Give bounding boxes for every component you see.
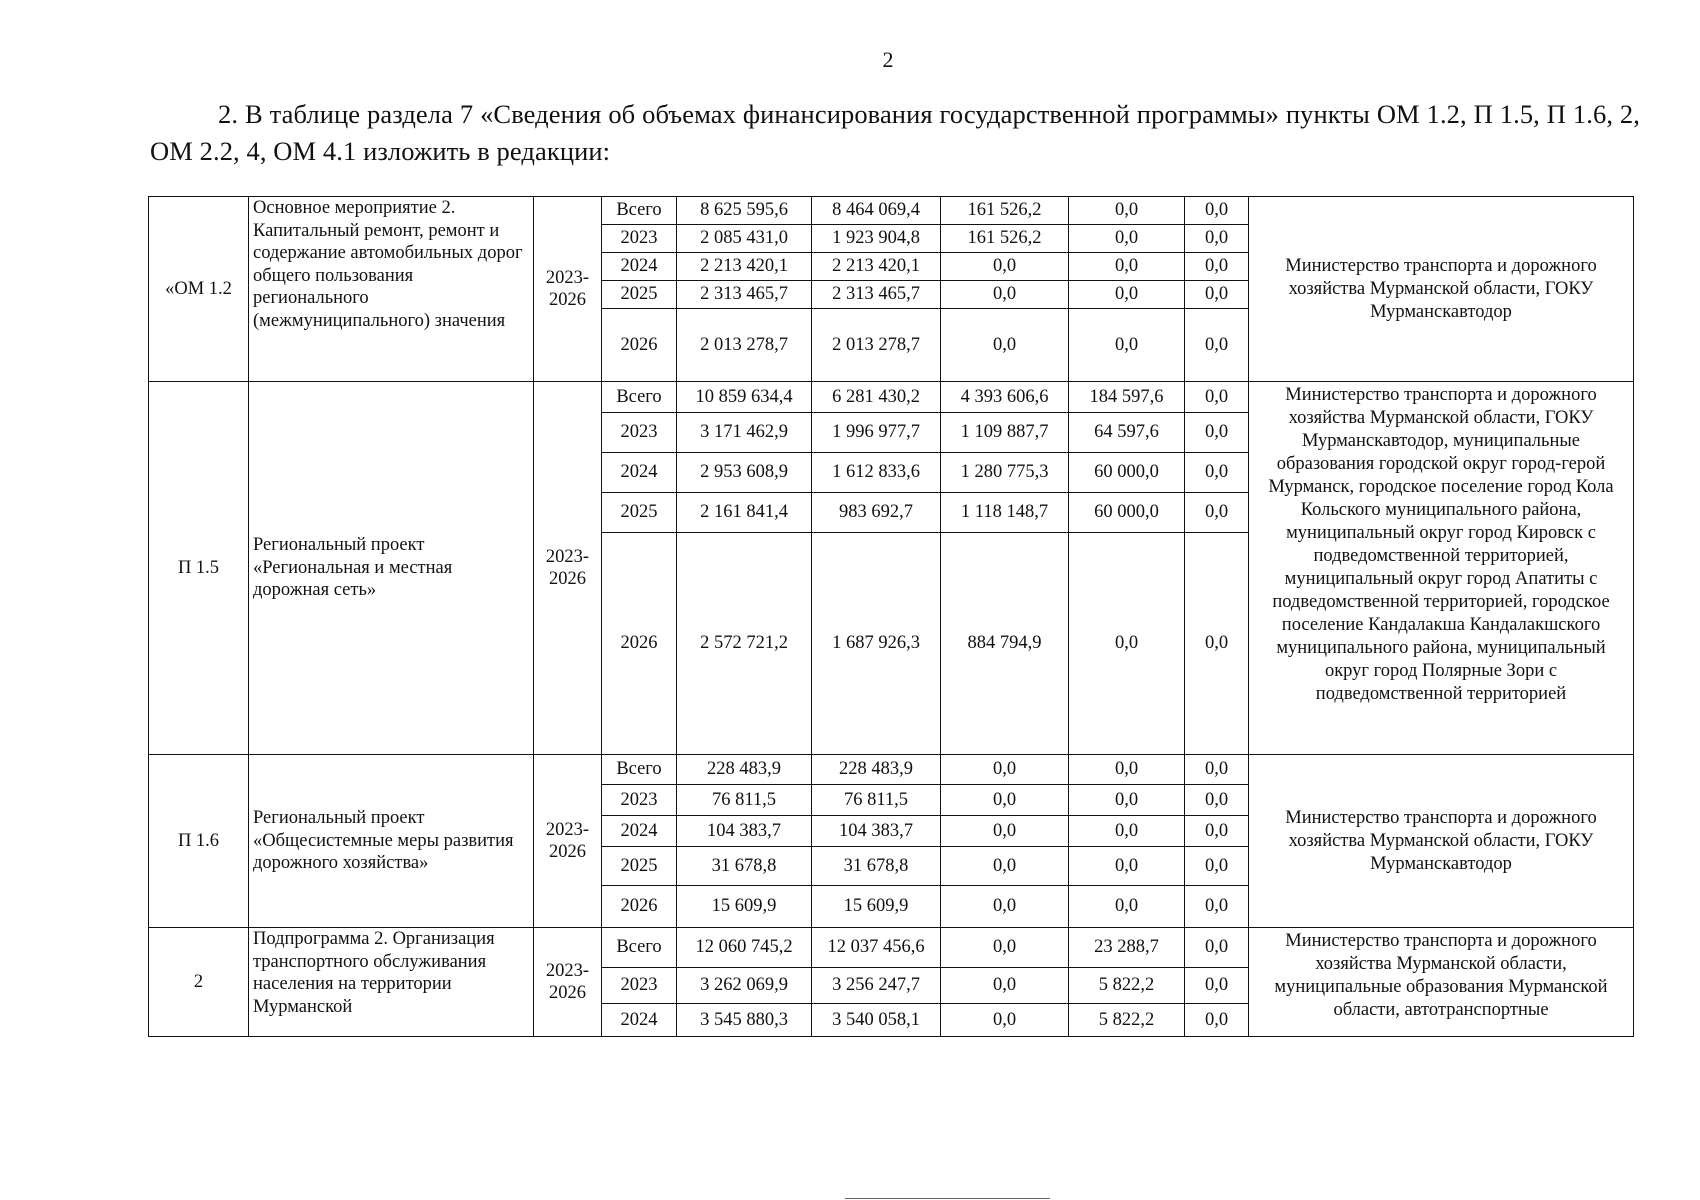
value-other: 0,0 <box>1185 453 1249 493</box>
item-name: Региональный проект «Общесистемные меры развития дорожного хозяйства» <box>249 755 534 928</box>
value-federal: 1 280 775,3 <box>941 453 1069 493</box>
bottom-divider <box>845 1198 1050 1199</box>
item-responsible: Министерство транспорта и дорожного хозяйства Мурманской области, ГОКУ Мурманскавтодор <box>1249 755 1634 928</box>
table-row <box>149 928 1634 968</box>
value-federal: 1 118 148,7 <box>941 493 1069 533</box>
year-cell: 2024 <box>602 816 677 847</box>
table-row <box>149 755 1634 785</box>
item-responsible: Министерство транспорта и дорожного хозяйства Мурманской области, муниципальные образования Мурманской области, автотранспортные <box>1249 928 1634 1037</box>
year-cell: 2025 <box>602 281 677 309</box>
year-cell: 2026 <box>602 309 677 382</box>
value-federal: 0,0 <box>941 309 1069 382</box>
value-other: 0,0 <box>1185 1004 1249 1037</box>
value-local: 60 000,0 <box>1069 453 1185 493</box>
value-total: 2 085 431,0 <box>677 225 812 253</box>
value-federal: 0,0 <box>941 886 1069 928</box>
year-cell: 2024 <box>602 453 677 493</box>
value-federal: 0,0 <box>941 816 1069 847</box>
value-federal: 4 393 606,6 <box>941 382 1069 413</box>
value-other: 0,0 <box>1185 413 1249 453</box>
value-total: 3 262 069,9 <box>677 968 812 1004</box>
value-regional: 6 281 430,2 <box>812 382 941 413</box>
value-other: 0,0 <box>1185 847 1249 886</box>
year-cell: Всего <box>602 382 677 413</box>
value-total: 2 013 278,7 <box>677 309 812 382</box>
value-regional: 104 383,7 <box>812 816 941 847</box>
financing-table <box>148 196 1634 1037</box>
year-cell: Всего <box>602 197 677 225</box>
value-other: 0,0 <box>1185 309 1249 382</box>
value-federal: 0,0 <box>941 1004 1069 1037</box>
value-other: 0,0 <box>1185 816 1249 847</box>
year-cell: 2023 <box>602 225 677 253</box>
value-total: 15 609,9 <box>677 886 812 928</box>
value-other: 0,0 <box>1185 928 1249 968</box>
item-code: 2 <box>149 928 249 1037</box>
value-federal: 884 794,9 <box>941 533 1069 755</box>
item-code: П 1.5 <box>149 382 249 755</box>
value-federal: 0,0 <box>941 281 1069 309</box>
value-total: 8 625 595,6 <box>677 197 812 225</box>
value-federal: 0,0 <box>941 785 1069 816</box>
value-local: 23 288,7 <box>1069 928 1185 968</box>
value-regional: 2 213 420,1 <box>812 253 941 281</box>
table-row <box>149 197 1634 225</box>
value-federal: 1 109 887,7 <box>941 413 1069 453</box>
value-other: 0,0 <box>1185 886 1249 928</box>
value-local: 5 822,2 <box>1069 1004 1185 1037</box>
value-local: 60 000,0 <box>1069 493 1185 533</box>
value-regional: 76 811,5 <box>812 785 941 816</box>
value-local: 0,0 <box>1069 197 1185 225</box>
value-local: 5 822,2 <box>1069 968 1185 1004</box>
year-cell: 2025 <box>602 847 677 886</box>
value-local: 0,0 <box>1069 847 1185 886</box>
value-total: 2 572 721,2 <box>677 533 812 755</box>
value-regional: 1 996 977,7 <box>812 413 941 453</box>
value-local: 0,0 <box>1069 785 1185 816</box>
value-federal: 0,0 <box>941 928 1069 968</box>
year-cell: Всего <box>602 928 677 968</box>
value-total: 2 313 465,7 <box>677 281 812 309</box>
year-cell: 2026 <box>602 533 677 755</box>
value-federal: 161 526,2 <box>941 197 1069 225</box>
year-cell: 2024 <box>602 1004 677 1037</box>
value-total: 12 060 745,2 <box>677 928 812 968</box>
value-regional: 12 037 456,6 <box>812 928 941 968</box>
value-other: 0,0 <box>1185 281 1249 309</box>
value-federal: 0,0 <box>941 755 1069 785</box>
item-name: Подпрограмма 2. Организация транспортного обслуживания населения на территории Мурманской <box>249 928 534 1037</box>
item-name: Региональный проект «Региональная и местная дорожная сеть» <box>249 382 534 755</box>
value-other: 0,0 <box>1185 225 1249 253</box>
value-total: 104 383,7 <box>677 816 812 847</box>
value-local: 0,0 <box>1069 281 1185 309</box>
value-local: 0,0 <box>1069 755 1185 785</box>
value-total: 76 811,5 <box>677 785 812 816</box>
value-regional: 3 256 247,7 <box>812 968 941 1004</box>
value-local: 0,0 <box>1069 225 1185 253</box>
value-other: 0,0 <box>1185 968 1249 1004</box>
value-regional: 3 540 058,1 <box>812 1004 941 1037</box>
value-regional: 31 678,8 <box>812 847 941 886</box>
value-local: 0,0 <box>1069 253 1185 281</box>
intro-paragraph: 2. В таблице раздела 7 «Сведения об объемах финансирования государственной программы» пункты ОМ 1.2, П 1.5, П 1.6, 2, ОМ 2.2, 4, ОМ 4.1 изложить в редакции: <box>150 99 1640 166</box>
value-regional: 1 687 926,3 <box>812 533 941 755</box>
item-period: 2023-2026 <box>534 755 602 928</box>
value-total: 3 545 880,3 <box>677 1004 812 1037</box>
value-local: 0,0 <box>1069 533 1185 755</box>
value-total: 2 213 420,1 <box>677 253 812 281</box>
year-cell: 2023 <box>602 968 677 1004</box>
value-other: 0,0 <box>1185 197 1249 225</box>
value-federal: 0,0 <box>941 968 1069 1004</box>
value-local: 0,0 <box>1069 309 1185 382</box>
value-regional: 983 692,7 <box>812 493 941 533</box>
value-regional: 228 483,9 <box>812 755 941 785</box>
item-period: 2023-2026 <box>534 197 602 382</box>
year-cell: 2026 <box>602 886 677 928</box>
year-cell: 2025 <box>602 493 677 533</box>
value-other: 0,0 <box>1185 785 1249 816</box>
value-total: 2 161 841,4 <box>677 493 812 533</box>
year-cell: 2023 <box>602 413 677 453</box>
item-code: П 1.6 <box>149 755 249 928</box>
value-local: 184 597,6 <box>1069 382 1185 413</box>
item-code: «ОМ 1.2 <box>149 197 249 382</box>
item-period: 2023-2026 <box>534 382 602 755</box>
value-federal: 0,0 <box>941 253 1069 281</box>
value-total: 2 953 608,9 <box>677 453 812 493</box>
table-row <box>149 382 1634 413</box>
value-local: 0,0 <box>1069 816 1185 847</box>
value-total: 3 171 462,9 <box>677 413 812 453</box>
page-number: 2 <box>882 47 894 72</box>
value-regional: 2 013 278,7 <box>812 309 941 382</box>
year-cell: 2023 <box>602 785 677 816</box>
value-regional: 8 464 069,4 <box>812 197 941 225</box>
value-other: 0,0 <box>1185 533 1249 755</box>
value-regional: 2 313 465,7 <box>812 281 941 309</box>
value-regional: 1 612 833,6 <box>812 453 941 493</box>
value-regional: 1 923 904,8 <box>812 225 941 253</box>
value-local: 64 597,6 <box>1069 413 1185 453</box>
item-responsible: Министерство транспорта и дорожного хозяйства Мурманской области, ГОКУ Мурманскавтодор <box>1249 197 1634 382</box>
value-total: 228 483,9 <box>677 755 812 785</box>
value-local: 0,0 <box>1069 886 1185 928</box>
item-responsible: Министерство транспорта и дорожного хозяйства Мурманской области, ГОКУ Мурманскавтодор, муниципальные образования городской округ город-герой Мурманск, городское поселение город Кола Кольского муниципального района, муниципальный округ город Кировск с подведомственной территорией, муниципальный округ город Апатиты с подведомственной территорией, городское поселение Кандалакша Кандалакшского муниципального района, муниципальный округ город Полярные Зори с подведомственной территорией <box>1249 382 1634 755</box>
value-total: 10 859 634,4 <box>677 382 812 413</box>
value-federal: 161 526,2 <box>941 225 1069 253</box>
value-regional: 15 609,9 <box>812 886 941 928</box>
year-cell: 2024 <box>602 253 677 281</box>
value-other: 0,0 <box>1185 253 1249 281</box>
value-other: 0,0 <box>1185 755 1249 785</box>
year-cell: Всего <box>602 755 677 785</box>
value-other: 0,0 <box>1185 382 1249 413</box>
value-federal: 0,0 <box>941 847 1069 886</box>
item-name: Основное мероприятие 2. Капитальный ремонт, ремонт и содержание автомобильных дорог общего пользования регионального (межмуниципального) значения <box>249 197 534 382</box>
value-total: 31 678,8 <box>677 847 812 886</box>
item-period: 2023-2026 <box>534 928 602 1037</box>
value-other: 0,0 <box>1185 493 1249 533</box>
